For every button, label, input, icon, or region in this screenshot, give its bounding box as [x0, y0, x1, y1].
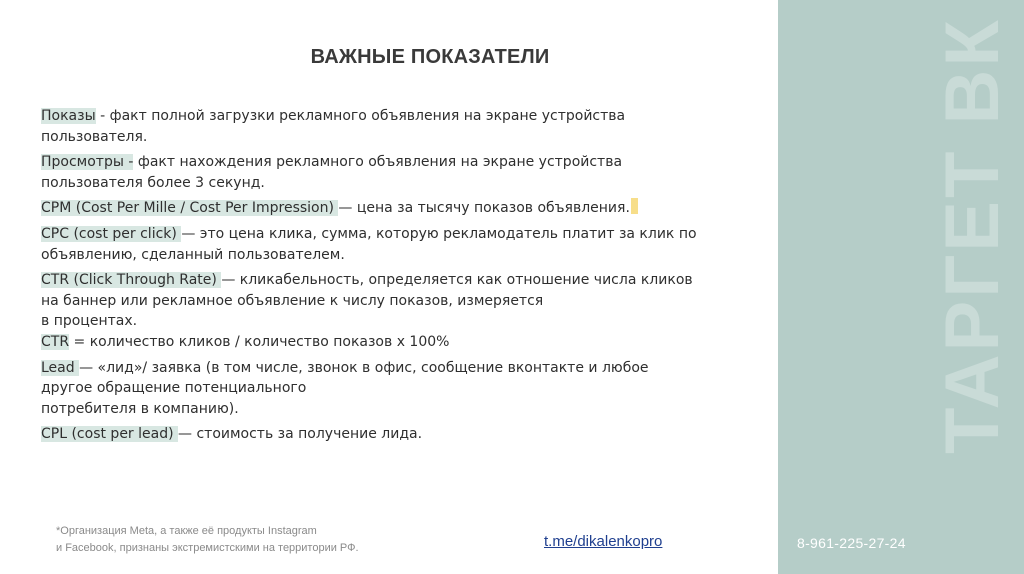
- definition-cpm: [41, 198, 701, 219]
- term-impressions: Показы: [41, 108, 96, 124]
- footnote: [56, 523, 476, 557]
- definition-impressions-text: - факт полной загрузки рекламного объявления на экране устройства пользователя.: [41, 108, 626, 145]
- definition-lead-text-2: потребителя в компанию).: [41, 400, 239, 417]
- term-views: Просмотры -: [41, 154, 134, 171]
- definition-cpm-text: — цена за тысячу показов объявления.: [338, 200, 630, 217]
- term-ctr: CTR (Click Through Rate): [41, 272, 222, 289]
- term-cpm: CPM (Cost Per Mille / Cost Per Impression): [41, 200, 339, 217]
- term-lead: Lead: [41, 359, 80, 376]
- ctr-formula-text: = количество кликов / количество показов х 100%: [69, 333, 450, 350]
- page-title: ВАЖНЫЕ ПОКАЗАТЕЛИ: [310, 46, 550, 68]
- definition-lead: [41, 358, 701, 420]
- footnote-line-1: *Организация Meta, а также её продукты Instagram: [56, 525, 317, 537]
- definition-impressions: [41, 106, 701, 147]
- definition-cpc-text: — это цена клика, сумма, которую рекламодатель платит за клик по объявлению, сделанный пользователем.: [41, 225, 697, 263]
- telegram-link[interactable]: t.me/dikalenkopro: [544, 533, 663, 550]
- definition-ctr-text-2: в процентах.: [41, 313, 138, 330]
- definition-cpl: [41, 424, 701, 445]
- term-ctr-formula: CTR: [41, 333, 70, 350]
- yellow-marker: [631, 198, 638, 214]
- sidebar-vertical-title: ТАРГЕТ ВК: [930, 17, 1015, 454]
- definitions-list: [41, 106, 701, 450]
- phone-number: 8-961-225-27-24: [797, 535, 906, 551]
- footnote-line-2: и Facebook, признаны экстремистскими на территории РФ.: [56, 542, 359, 554]
- definition-cpl-text: — стоимость за получение лида.: [178, 426, 423, 443]
- definition-ctr: [41, 270, 701, 332]
- definition-cpc: [41, 224, 701, 265]
- definition-views: [41, 152, 701, 193]
- term-cpc: CPC (cost per click): [41, 225, 182, 242]
- term-cpl: CPL (cost per lead): [41, 426, 179, 443]
- definition-ctr-text: — кликабельность, определяется как отношение числа кликов на баннер или рекламное объявление к числу показов, измеряется: [41, 272, 693, 309]
- definition-views-text: факт нахождения рекламного объявления на экране устройства пользователя более 3 секунд.: [41, 154, 623, 191]
- definition-ctr-formula: [41, 332, 701, 353]
- definition-lead-text: — «лид»/ заявка (в том числе, звонок в офис, сообщение вконтакте и любое другое обращение потенциального: [41, 359, 649, 397]
